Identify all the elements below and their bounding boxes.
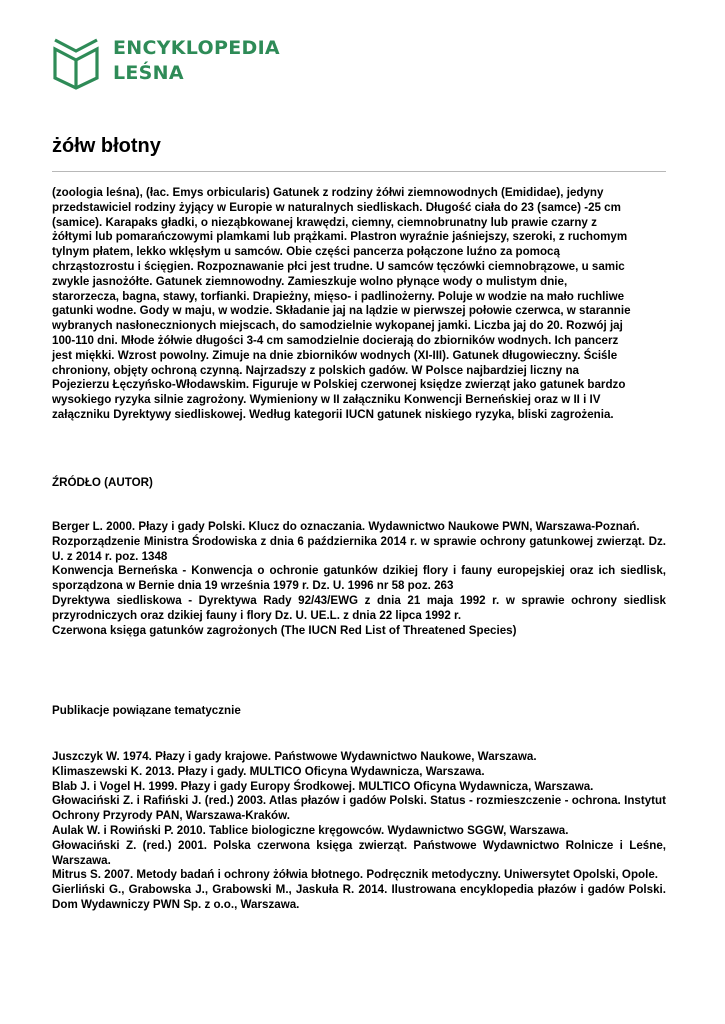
page-title: żółw błotny bbox=[52, 135, 161, 157]
source-item: Rozporządzenie Ministra Środowiska z dnia 6 października 2014 r. w sprawie ochrony gatunkowej zwierząt. Dz. U. z 2014 r. poz. 1348 bbox=[52, 534, 666, 563]
description-line: chrząstozrostu i ścięgien. Rozpoznawanie płci jest trudne. U samców tęczówki ciemnobrązowe, u samic bbox=[52, 259, 625, 273]
publication-list bbox=[52, 750, 666, 913]
source-list bbox=[52, 520, 666, 638]
description-line: chroniony, objęty ochroną czynną. Najrzadszy z polskich gadów. W Polsce najbardziej liczny na bbox=[52, 363, 579, 377]
source-item: Dyrektywa siedliskowa - Dyrektywa Rady 92/43/EWG z dnia 21 maja 1992 r. w sprawie ochrony siedlisk przyrodniczych oraz dzikiej fauny i flory Dz. U. UE.L. z dnia 22 lipca 1992 r. bbox=[52, 593, 666, 622]
publication-item: Głowaciński Z. i Rafiński J. (red.) 2003. Atlas płazów i gadów Polski. Status - rozmieszczenie - ochrona. Instytut Ochrony Przyrody PAN, Warszawa-Kraków. bbox=[52, 794, 666, 823]
source-item: Czerwona księga gatunków zagrożonych (The IUCN Red List of Threatened Species) bbox=[52, 623, 517, 637]
source-heading: ŹRÓDŁO (AUTOR) bbox=[52, 476, 153, 489]
description-line: przedstawiciel rodziny żyjący w Europie w naturalnych siedliskach. Długość ciała do 23 (samce) -25 cm bbox=[52, 200, 621, 214]
site-logo[interactable] bbox=[52, 32, 280, 90]
source-item: Konwencja Berneńska - Konwencja o ochronie gatunków dzikiej flory i fauny europejskiej oraz ich siedlisk, sporządzona w Bernie dnia 19 września 1979 r. Dz. U. 1996 nr 58 poz. 263 bbox=[52, 564, 666, 593]
description-line: zwykle jasnożółte. Gatunek ziemnowodny. Zamieszkuje wolno płynące wody o mulistym dnie, bbox=[52, 274, 568, 288]
entry-description bbox=[52, 186, 666, 423]
description-line: wysokiego ryzyka silnie zagrożony. Wymieniony w II załączniku Konwencji Berneńskiej oraz w II i IV bbox=[52, 393, 601, 407]
description-line: żółtymi lub pomarańczowymi plamkami lub prążkami. Plastron wyraźnie jaśniejszy, szeroki, z ruchomym bbox=[52, 230, 628, 244]
logo-line-2: LEŚNA bbox=[113, 62, 184, 84]
description-line: jest miękki. Wzrost powolny. Zimuje na dnie zbiorników wodnych (XI-III). Gatunek długowieczny. Ściśle bbox=[52, 348, 618, 362]
publication-item: Gierliński G., Grabowska J., Grabowski M., Jaskuła R. 2014. Ilustrowana encyklopedia płazów i gadów Polski. Dom Wydawniczy PWN Sp. z o.o., Warszawa. bbox=[52, 883, 666, 911]
publication-item: Juszczyk W. 1974. Płazy i gady krajowe. Państwowe Wydawnictwo Naukowe, Warszawa. bbox=[52, 750, 537, 763]
publication-item: Aulak W. i Rowiński P. 2010. Tablice biologiczne kręgowców. Wydawnictwo SGGW, Warszawa. bbox=[52, 823, 569, 837]
description-line: Pojezierzu Łęczyńsko-Włodawskim. Figuruje w Polskiej czerwonej księdze zwierząt jako gatunek bardzo bbox=[52, 378, 626, 392]
publication-item: Głowaciński Z. (red.) 2001. Polska czerwona księga zwierząt. Państwowe Wydawnictwo Rolnicze i Leśne, Warszawa. bbox=[52, 838, 666, 867]
open-book-icon bbox=[52, 32, 100, 90]
source-item: Berger L. 2000. Płazy i gady Polski. Klucz do oznaczania. Wydawnictwo Naukowe PWN, Warszawa-Poznań. bbox=[52, 520, 640, 533]
description-line: starorzecza, bagna, stawy, torfianki. Drapieżny, mięso- i padlinożerny. Poluje w wodzie na mało ruchliwe bbox=[52, 289, 625, 303]
publication-item: Blab J. i Vogel H. 1999. Płazy i gady Europy Środkowej. MULTICO Oficyna Wydawnicza, Warszawa. bbox=[52, 779, 594, 793]
description-line: (samice). Karapaks gładki, o nieząbkowanej krawędzi, ciemny, ciemnobrunatny lub prawie czarny z bbox=[52, 215, 597, 229]
publication-item: Mitrus S. 2007. Metody badań i ochrony żółwia błotnego. Podręcznik metodyczny. Uniwersytet Opolski, Opole. bbox=[52, 868, 658, 882]
logo-line-1: ENCYKLOPEDIA bbox=[113, 37, 280, 59]
publication-item: Klimaszewski K. 2013. Płazy i gady. MULTICO Oficyna Wydawnicza, Warszawa. bbox=[52, 764, 485, 778]
description-line: (zoologia leśna), (łac. Emys orbicularis) Gatunek z rodziny żółwi ziemnowodnych (Emididae), jedyny bbox=[52, 186, 604, 199]
description-line: gatunki wodne. Gody w maju, w wodzie. Składanie jaj na lądzie w pierwszej połowie czerwca, w starannie bbox=[52, 304, 631, 318]
title-divider bbox=[52, 171, 666, 172]
description-line: 100-110 dni. Młode żółwie długości 3-4 cm samodzielnie docierają do zbiorników wodnych. Ich pancerz bbox=[52, 333, 619, 347]
publications-heading: Publikacje powiązane tematycznie bbox=[52, 704, 241, 717]
description-line: wybranych nasłonecznionych miejscach, do samodzielnie wykopanej jamki. Liczba jaj do 20. Rozwój jaj bbox=[52, 319, 623, 333]
description-line: załączniku Dyrektywy siedliskowej. Według kategorii IUCN gatunek niskiego ryzyka, bliski zagrożenia. bbox=[52, 407, 614, 421]
description-line: tylnym płatem, lekko wklęsłym u samców. Obie części pancerza połączone luźno za pomocą bbox=[52, 245, 560, 259]
logo-wordmark bbox=[113, 36, 280, 86]
